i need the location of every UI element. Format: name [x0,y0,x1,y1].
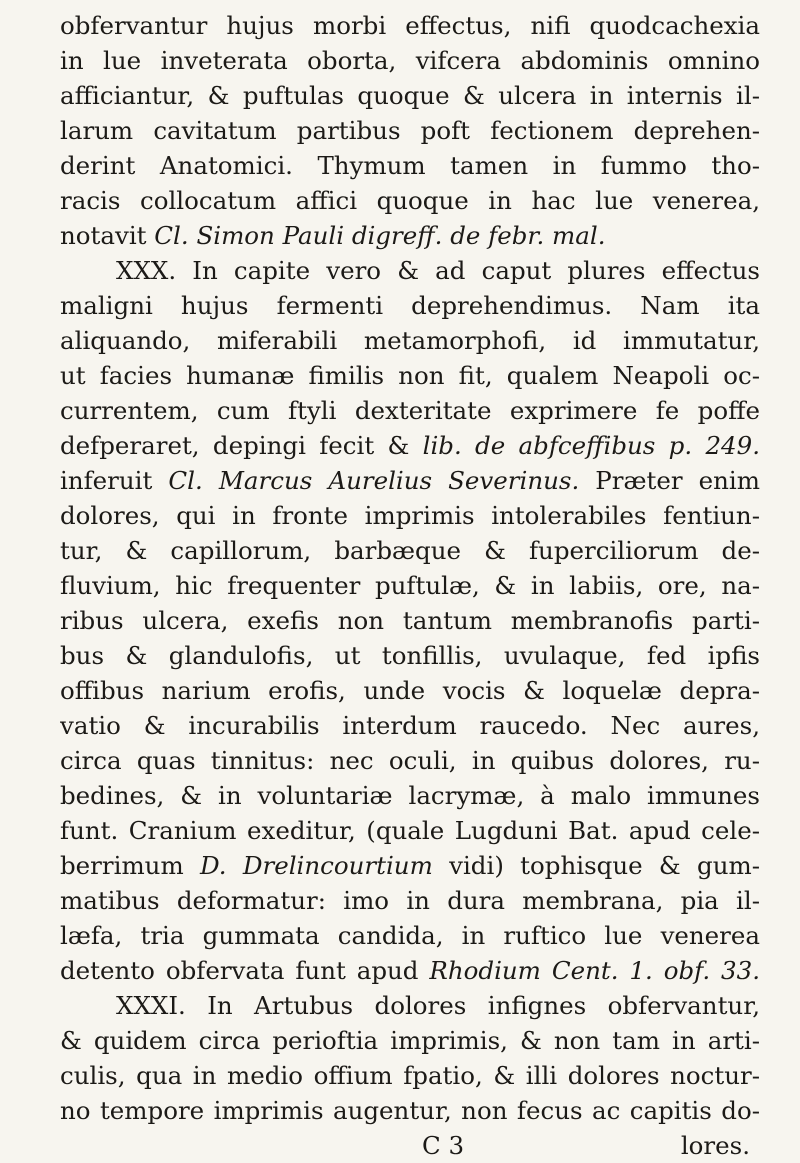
text-segment: maligni hujus fermenti deprehendimus. Nam ita [60,291,760,320]
text-line [60,743,760,778]
text-line [60,253,760,288]
text-line [60,183,760,218]
italic-citation: Rhodium Cent. 1. obf. 33. [429,956,760,985]
text-segment: dolores, qui in fronte imprimis intolerabiles fentiun- [60,501,760,530]
text-segment: no tempore imprimis augentur, non fecus ac capitis do- [60,1096,760,1125]
text-line [60,918,760,953]
text-segment: ut facies humanæ fimilis non fit, qualem Neapoli oc- [60,361,760,390]
catchword: lores. [680,1131,750,1160]
italic-citation: Cl. Marcus Aurelius Severinus. [168,466,580,495]
text-line [60,358,760,393]
text-segment: obfervantur hujus morbi effectus, nifi quodcachexia [60,11,760,40]
text-line [60,1023,760,1058]
text-segment: afficiantur, & puftulas quoque & ulcera in internis il- [60,81,760,110]
text-segment: in lue inveterata oborta, vifcera abdominis omnino [60,46,760,75]
text-segment: berrimum [60,851,200,880]
text-segment: Præter enim [579,466,760,495]
text-segment: inferuit [60,466,169,495]
text-line [60,393,760,428]
text-segment: defperaret, depingi fecit & [60,431,423,460]
signature-mark: C 3 [422,1131,465,1160]
text-segment: læfa, tria gummata candida, in ruftico lue venerea [60,921,760,950]
text-line [60,498,760,533]
text-segment: detento obfervata funt apud [60,956,430,985]
text-segment: larum cavitatum partibus poft fectionem deprehen- [60,116,760,145]
text-line [60,8,760,43]
text-segment: circa quas tinnitus: nec oculi, in quibus dolores, ru- [60,746,760,775]
text-segment: ribus ulcera, exefis non tantum membranofis parti- [60,606,760,635]
text-segment: matibus deformatur: imo in dura membrana, pia il- [60,886,760,915]
text-line [60,463,760,498]
text-segment: XXXI. In Artubus dolores infignes obfervantur, [116,991,760,1020]
text-line [60,568,760,603]
text-line [60,638,760,673]
text-line [60,288,760,323]
text-line [60,113,760,148]
italic-citation: D. Drelincourtium [200,851,433,880]
text-segment: culis, qua in medio offium fpatio, & illi dolores noctur- [60,1061,760,1090]
page-footer [60,1128,760,1163]
text-segment: vidi) tophisque & gum- [432,851,760,880]
text-line [60,778,760,813]
text-line [60,848,760,883]
text-segment: fluvium, hic frequenter puftulæ, & in labiis, ore, na- [60,571,760,600]
text-line [60,1093,760,1128]
text-segment: XXX. In capite vero & ad caput plures effectus [116,256,760,285]
text-segment: funt. Cranium exeditur, (quale Lugduni Bat. apud cele- [60,816,760,845]
italic-citation: Cl. Simon Pauli digreff. de febr. mal. [154,221,606,250]
text-segment: aliquando, miferabili metamorphofi, id immutatur, [60,326,760,355]
text-line [60,533,760,568]
text-line [60,953,760,988]
text-segment: racis collocatum affici quoque in hac lue venerea, [60,186,760,215]
body-text [60,8,760,1163]
text-line [60,708,760,743]
text-segment: tur, & capillorum, barbæque & fuperciliorum de- [60,536,760,565]
text-line [60,43,760,78]
text-line [60,883,760,918]
text-line [60,218,760,253]
text-line [60,428,760,463]
text-line [60,988,760,1023]
text-segment: derint Anatomici. Thymum tamen in fummo tho- [60,151,760,180]
text-line [60,813,760,848]
text-line [60,323,760,358]
text-segment: bedines, & in voluntariæ lacrymæ, à malo immunes [60,781,760,810]
text-segment: currentem, cum ftyli dexteritate exprimere fe poffe [60,396,760,425]
italic-citation: lib. de abfceffibus p. 249. [422,431,760,460]
text-segment: bus & glandulofis, ut tonfillis, uvulaque, fed ipfis [60,641,760,670]
text-line [60,1058,760,1093]
text-line [60,148,760,183]
text-line [60,78,760,113]
text-segment: offibus narium erofis, unde vocis & loquelæ depra- [60,676,760,705]
text-line [60,603,760,638]
text-line [60,673,760,708]
text-segment: & quidem circa perioftia imprimis, & non tam in arti- [60,1026,760,1055]
text-segment: vatio & incurabilis interdum raucedo. Nec aures, [60,711,760,740]
text-segment: notavit [60,221,155,250]
